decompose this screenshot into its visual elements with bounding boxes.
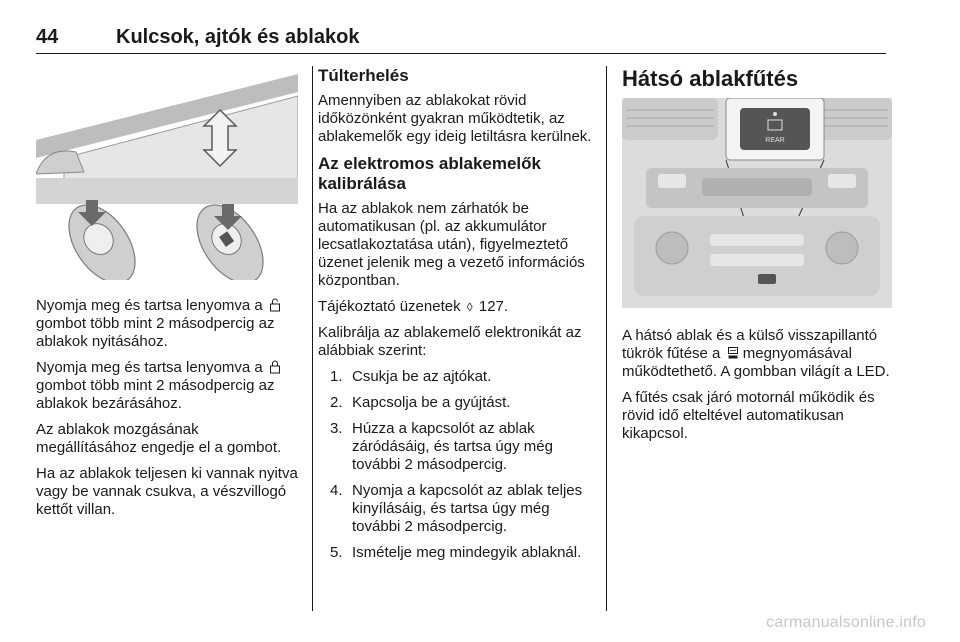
page-ref-arrow-icon: ◊	[466, 300, 473, 314]
hazard-note: Ha az ablakok teljesen ki vannak nyitva vagy be vannak csukva, a vészvillogó kettőt villan.	[36, 465, 298, 518]
close-instruction-tail: gombot több mint 2 másodpercig az ablakok bezárásához.	[36, 377, 275, 412]
rear-heating-operation	[622, 327, 892, 381]
column-1	[36, 66, 298, 527]
page-ref[interactable]: 127.	[478, 298, 509, 315]
calibration-lead: Kalibrálja az ablakemelő elektronikát az alábbiak szerint:	[318, 324, 582, 359]
dashboard-illustration	[622, 98, 892, 308]
stop-instruction: Az ablakok mozgásának megállításához engedje el a gombot.	[36, 421, 282, 456]
rear-heating-heading: Hátsó ablakfűtés	[622, 66, 799, 91]
watermark: carmanualsonline.info	[766, 614, 926, 631]
open-instruction-text: Nyomja meg és tartsa lenyomva a	[36, 297, 263, 314]
column-divider	[606, 66, 607, 611]
rear-button-label: REAR	[765, 137, 785, 144]
info-messages-ref	[318, 298, 594, 316]
column-divider	[312, 66, 313, 611]
overload-heading: Túlterhelés	[318, 66, 409, 85]
rear-heating-tail: megnyomásával működtethető. A gombban világít a LED.	[622, 345, 890, 380]
chapter-title: Kulcsok, ajtók és ablakok	[116, 26, 360, 48]
list-item: 5. Ismételje meg mindegyik ablaknál.	[330, 544, 582, 561]
page-number: 44	[36, 26, 59, 48]
info-messages-text: Tájékoztató üzenetek	[318, 298, 461, 315]
rear-heating-text: A hátsó ablak és a külső visszapillantó tükrök fűtése a	[622, 327, 878, 362]
list-item: 3. Húzza a kapcsolót az ablak záródásáig, és tartsa úgy még további 2 másodpercig.	[330, 420, 553, 473]
column-2	[318, 66, 594, 570]
open-instruction	[36, 297, 298, 351]
rear-heating-note: A fűtés csak járó motornál működik és rövid idő elteltével automatikusan kikapcsol.	[622, 389, 875, 442]
list-item: 4. Nyomja a kapcsolót az ablak teljes kinyílásáig, és tartsa úgy még további 2 másodpercig.	[330, 482, 583, 535]
open-instruction-tail: gombot több mint 2 másodpercig az ablakok nyitásához.	[36, 315, 275, 350]
lock-icon	[269, 360, 281, 374]
close-instruction	[36, 359, 298, 413]
window-key-illustration	[36, 66, 298, 280]
rear-defrost-icon	[727, 346, 739, 360]
calibration-steps	[318, 368, 594, 562]
list-item: 2. Kapcsolja be a gyújtást.	[330, 394, 511, 411]
page-header	[36, 24, 886, 54]
list-item: 1. Csukja be az ajtókat.	[330, 368, 492, 385]
calibration-intro: Ha az ablakok nem zárhatók be automatikusan (pl. az akkumulátor lecsatlakoztatása után), figyelmeztető üzenet jelenik meg a vezető információs központban.	[318, 200, 585, 289]
column-3	[622, 66, 892, 451]
unlock-icon	[269, 298, 281, 312]
close-instruction-text: Nyomja meg és tartsa lenyomva a	[36, 359, 263, 376]
overload-text: Amennyiben az ablakokat rövid időközönként gyakran működtetik, az ablakemelők egy ideig letiltásra kerülnek.	[318, 92, 592, 145]
calibration-heading: Az elektromos ablakemelők kalibrálása	[318, 154, 541, 193]
